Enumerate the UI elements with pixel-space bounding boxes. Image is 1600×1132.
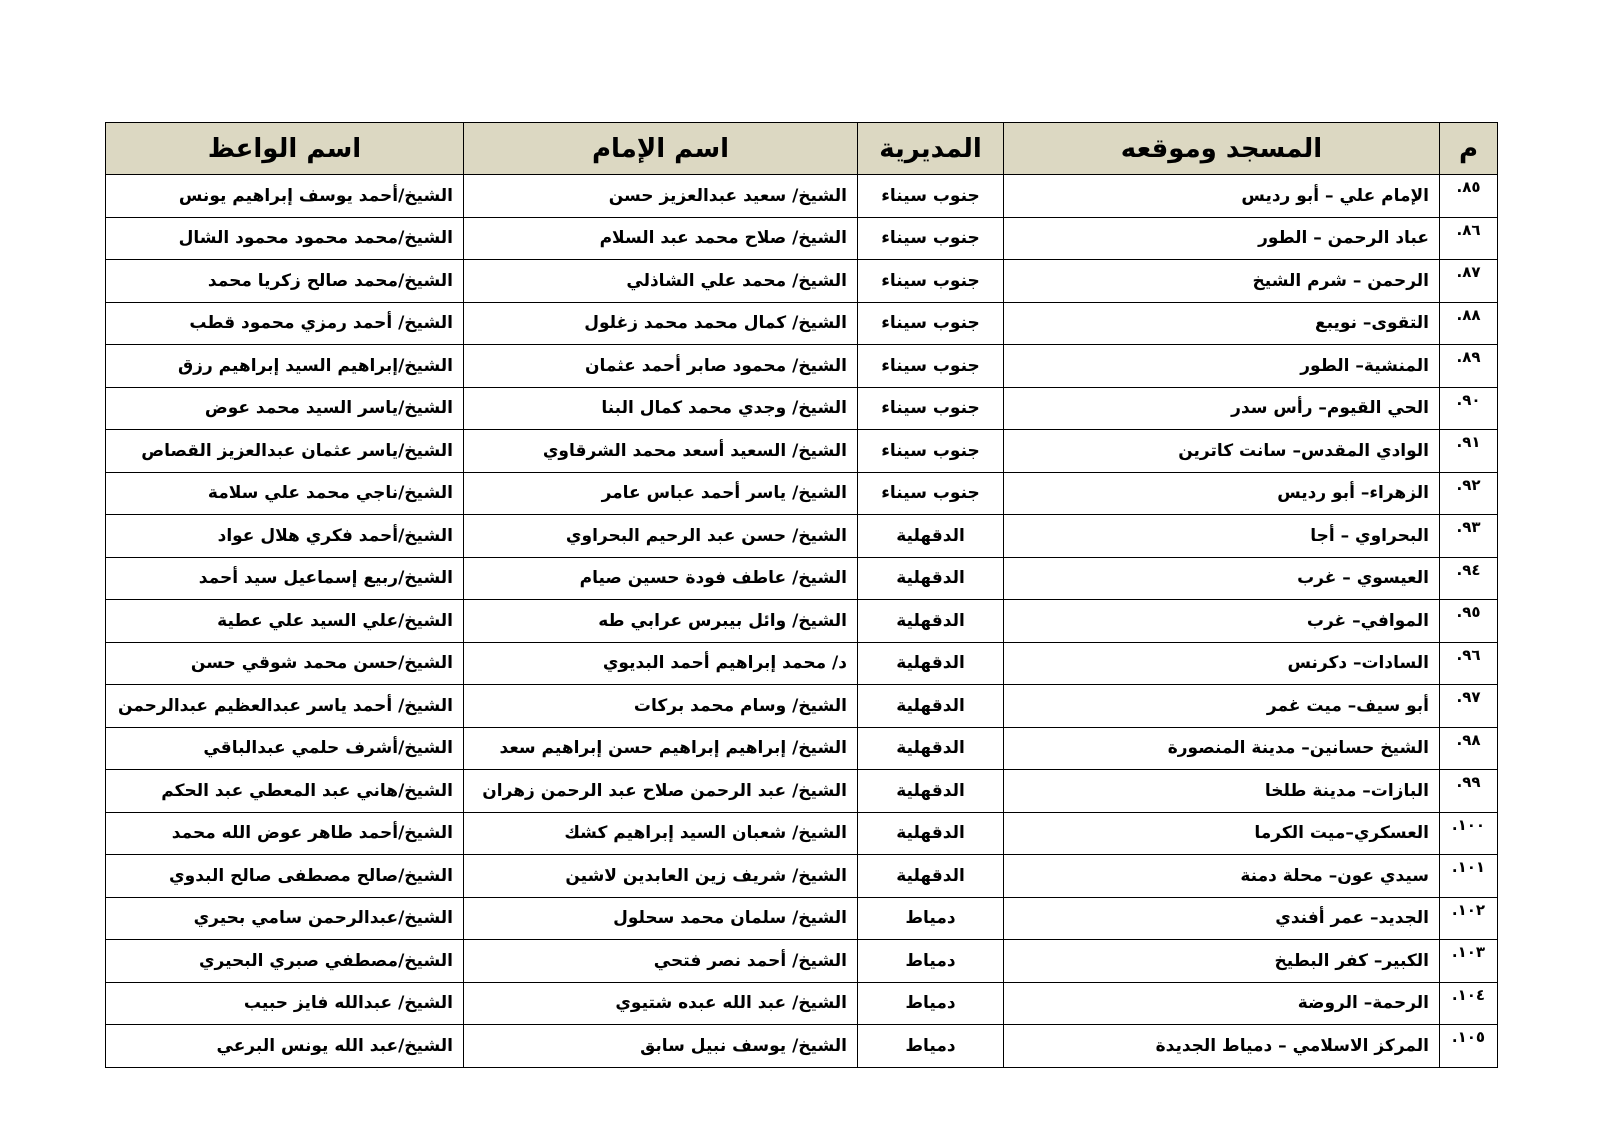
cell-imam-name: الشيخ/ يوسف نبيل سابق — [464, 1025, 858, 1068]
mosque-assignments-table-container — [106, 122, 1498, 1068]
cell-imam-name: د/ محمد إبراهيم أحمد البديوي — [464, 642, 858, 685]
table-row — [106, 1025, 1498, 1068]
cell-preacher-name: الشيخ/أشرف حلمي عبدالباقي — [106, 727, 464, 770]
table-row — [106, 387, 1498, 430]
cell-mosque-location: الموافي– غرب — [1004, 600, 1440, 643]
cell-directorate: الدقهلية — [858, 727, 1004, 770]
cell-imam-name: الشيخ/ كمال محمد محمد زغلول — [464, 302, 858, 345]
cell-preacher-name: الشيخ/ أحمد رمزي محمود قطب — [106, 302, 464, 345]
cell-mosque-location: الكبير– كفر البطيخ — [1004, 940, 1440, 983]
cell-mosque-location: عباد الرحمن – الطور — [1004, 217, 1440, 260]
table-row — [106, 472, 1498, 515]
mosque-assignments-table — [105, 122, 1498, 1068]
cell-row-number: ١٠٠. — [1440, 812, 1498, 855]
cell-row-number: ٩٠. — [1440, 387, 1498, 430]
cell-row-number: ١٠٤. — [1440, 982, 1498, 1025]
cell-mosque-location: أبو سيف– ميت غمر — [1004, 685, 1440, 728]
cell-directorate: جنوب سيناء — [858, 430, 1004, 473]
cell-row-number: ٨٦. — [1440, 217, 1498, 260]
cell-directorate: الدقهلية — [858, 812, 1004, 855]
cell-mosque-location: البازات– مدينة طلخا — [1004, 770, 1440, 813]
cell-mosque-location: الرحمة– الروضة — [1004, 982, 1440, 1025]
table-row — [106, 982, 1498, 1025]
cell-preacher-name: الشيخ/مصطفي صبري البحيري — [106, 940, 464, 983]
cell-preacher-name: الشيخ/ياسر السيد محمد عوض — [106, 387, 464, 430]
cell-row-number: ١٠١. — [1440, 855, 1498, 898]
cell-row-number: ٩٩. — [1440, 770, 1498, 813]
cell-imam-name: الشيخ/ عبد الرحمن صلاح عبد الرحمن زهران — [464, 770, 858, 813]
cell-preacher-name: الشيخ/محمد صالح زكريا محمد — [106, 260, 464, 303]
cell-directorate: جنوب سيناء — [858, 387, 1004, 430]
cell-preacher-name: الشيخ/ عبدالله فايز حبيب — [106, 982, 464, 1025]
cell-mosque-location: العسكري–ميت الكرما — [1004, 812, 1440, 855]
cell-imam-name: الشيخ/ محمود صابر أحمد عثمان — [464, 345, 858, 388]
table-row — [106, 727, 1498, 770]
cell-row-number: ٩٥. — [1440, 600, 1498, 643]
cell-preacher-name: الشيخ/إبراهيم السيد إبراهيم رزق — [106, 345, 464, 388]
cell-imam-name: الشيخ/ عاطف فودة حسين صيام — [464, 557, 858, 600]
cell-row-number: ٨٨. — [1440, 302, 1498, 345]
cell-imam-name: الشيخ/ صلاح محمد عبد السلام — [464, 217, 858, 260]
cell-directorate: دمياط — [858, 940, 1004, 983]
table-row — [106, 217, 1498, 260]
cell-mosque-location: الوادي المقدس– سانت كاترين — [1004, 430, 1440, 473]
cell-directorate: جنوب سيناء — [858, 260, 1004, 303]
table-row — [106, 345, 1498, 388]
cell-mosque-location: البحراوي – أجا — [1004, 515, 1440, 558]
cell-row-number: ١٠٢. — [1440, 897, 1498, 940]
cell-preacher-name: الشيخ/ أحمد ياسر عبدالعظيم عبدالرحمن — [106, 685, 464, 728]
cell-mosque-location: سيدي عون– محلة دمنة — [1004, 855, 1440, 898]
table-row — [106, 430, 1498, 473]
table-row — [106, 685, 1498, 728]
cell-row-number: ٨٥. — [1440, 175, 1498, 218]
cell-preacher-name: الشيخ/علي السيد علي عطية — [106, 600, 464, 643]
table-header-row — [106, 123, 1498, 175]
table-row — [106, 940, 1498, 983]
cell-mosque-location: الإمام علي – أبو رديس — [1004, 175, 1440, 218]
cell-directorate: الدقهلية — [858, 642, 1004, 685]
cell-preacher-name: الشيخ/حسن محمد شوقي حسن — [106, 642, 464, 685]
cell-imam-name: الشيخ/ إبراهيم إبراهيم حسن إبراهيم سعد — [464, 727, 858, 770]
cell-directorate: الدقهلية — [858, 515, 1004, 558]
table-row — [106, 897, 1498, 940]
table-row — [106, 515, 1498, 558]
cell-directorate: جنوب سيناء — [858, 175, 1004, 218]
table-row — [106, 812, 1498, 855]
cell-directorate: دمياط — [858, 1025, 1004, 1068]
cell-mosque-location: المركز الاسلامي – دمياط الجديدة — [1004, 1025, 1440, 1068]
cell-directorate: الدقهلية — [858, 855, 1004, 898]
cell-directorate: الدقهلية — [858, 770, 1004, 813]
cell-row-number: ٨٩. — [1440, 345, 1498, 388]
cell-preacher-name: الشيخ/محمد محمود محمود الشال — [106, 217, 464, 260]
table-row — [106, 642, 1498, 685]
cell-row-number: ٩٣. — [1440, 515, 1498, 558]
header-directorate: المديرية — [858, 123, 1004, 175]
cell-imam-name: الشيخ/ شريف زين العابدين لاشين — [464, 855, 858, 898]
cell-mosque-location: الزهراء– أبو رديس — [1004, 472, 1440, 515]
table-row — [106, 260, 1498, 303]
cell-imam-name: الشيخ/ السعيد أسعد محمد الشرقاوي — [464, 430, 858, 473]
cell-imam-name: الشيخ/ شعبان السيد إبراهيم كشك — [464, 812, 858, 855]
cell-mosque-location: العيسوي – غرب — [1004, 557, 1440, 600]
cell-row-number: ١٠٣. — [1440, 940, 1498, 983]
cell-row-number: ٨٧. — [1440, 260, 1498, 303]
table-row — [106, 600, 1498, 643]
cell-directorate: الدقهلية — [858, 600, 1004, 643]
cell-imam-name: الشيخ/ وسام محمد بركات — [464, 685, 858, 728]
header-imam: اسم الإمام — [464, 123, 858, 175]
header-num: م — [1440, 123, 1498, 175]
cell-preacher-name: الشيخ/أحمد فكري هلال عواد — [106, 515, 464, 558]
cell-mosque-location: الحي القيوم– رأس سدر — [1004, 387, 1440, 430]
table-row — [106, 770, 1498, 813]
cell-directorate: الدقهلية — [858, 557, 1004, 600]
cell-directorate: دمياط — [858, 897, 1004, 940]
cell-mosque-location: الشيخ حسانين– مدينة المنصورة — [1004, 727, 1440, 770]
cell-directorate: جنوب سيناء — [858, 217, 1004, 260]
cell-imam-name: الشيخ/ وائل بيبرس عرابي طه — [464, 600, 858, 643]
table-row — [106, 302, 1498, 345]
cell-row-number: ١٠٥. — [1440, 1025, 1498, 1068]
cell-mosque-location: المنشية– الطور — [1004, 345, 1440, 388]
cell-preacher-name: الشيخ/عبدالرحمن سامي بحيري — [106, 897, 464, 940]
cell-directorate: جنوب سيناء — [858, 302, 1004, 345]
header-mosque: المسجد وموقعه — [1004, 123, 1440, 175]
cell-directorate: دمياط — [858, 982, 1004, 1025]
cell-row-number: ٩٢. — [1440, 472, 1498, 515]
cell-directorate: جنوب سيناء — [858, 472, 1004, 515]
cell-mosque-location: السادات– دكرنس — [1004, 642, 1440, 685]
cell-preacher-name: الشيخ/عبد الله يونس البرعي — [106, 1025, 464, 1068]
cell-preacher-name: الشيخ/أحمد يوسف إبراهيم يونس — [106, 175, 464, 218]
cell-preacher-name: الشيخ/هاني عبد المعطي عبد الحكم — [106, 770, 464, 813]
cell-row-number: ٩١. — [1440, 430, 1498, 473]
cell-imam-name: الشيخ/ عبد الله عبده شتيوي — [464, 982, 858, 1025]
header-preacher: اسم الواعظ — [106, 123, 464, 175]
cell-imam-name: الشيخ/ أحمد نصر فتحي — [464, 940, 858, 983]
cell-imam-name: الشيخ/ سلمان محمد سحلول — [464, 897, 858, 940]
cell-row-number: ٩٤. — [1440, 557, 1498, 600]
cell-imam-name: الشيخ/ حسن عبد الرحيم البحراوي — [464, 515, 858, 558]
table-row — [106, 175, 1498, 218]
cell-preacher-name: الشيخ/ناجي محمد علي سلامة — [106, 472, 464, 515]
cell-mosque-location: التقوى– نويبع — [1004, 302, 1440, 345]
cell-imam-name: الشيخ/ سعيد عبدالعزيز حسن — [464, 175, 858, 218]
table-row — [106, 855, 1498, 898]
cell-directorate: جنوب سيناء — [858, 345, 1004, 388]
cell-preacher-name: الشيخ/صالح مصطفى صالح البدوي — [106, 855, 464, 898]
cell-directorate: الدقهلية — [858, 685, 1004, 728]
cell-imam-name: الشيخ/ ياسر أحمد عباس عامر — [464, 472, 858, 515]
cell-row-number: ٩٧. — [1440, 685, 1498, 728]
cell-imam-name: الشيخ/ وجدي محمد كمال البنا — [464, 387, 858, 430]
cell-preacher-name: الشيخ/أحمد طاهر عوض الله محمد — [106, 812, 464, 855]
cell-mosque-location: الجديد– عمر أفندي — [1004, 897, 1440, 940]
cell-mosque-location: الرحمن – شرم الشيخ — [1004, 260, 1440, 303]
cell-preacher-name: الشيخ/ربيع إسماعيل سيد أحمد — [106, 557, 464, 600]
table-body — [106, 175, 1498, 1068]
cell-row-number: ٩٨. — [1440, 727, 1498, 770]
cell-preacher-name: الشيخ/ياسر عثمان عبدالعزيز القصاص — [106, 430, 464, 473]
cell-row-number: ٩٦. — [1440, 642, 1498, 685]
cell-imam-name: الشيخ/ محمد علي الشاذلي — [464, 260, 858, 303]
table-row — [106, 557, 1498, 600]
